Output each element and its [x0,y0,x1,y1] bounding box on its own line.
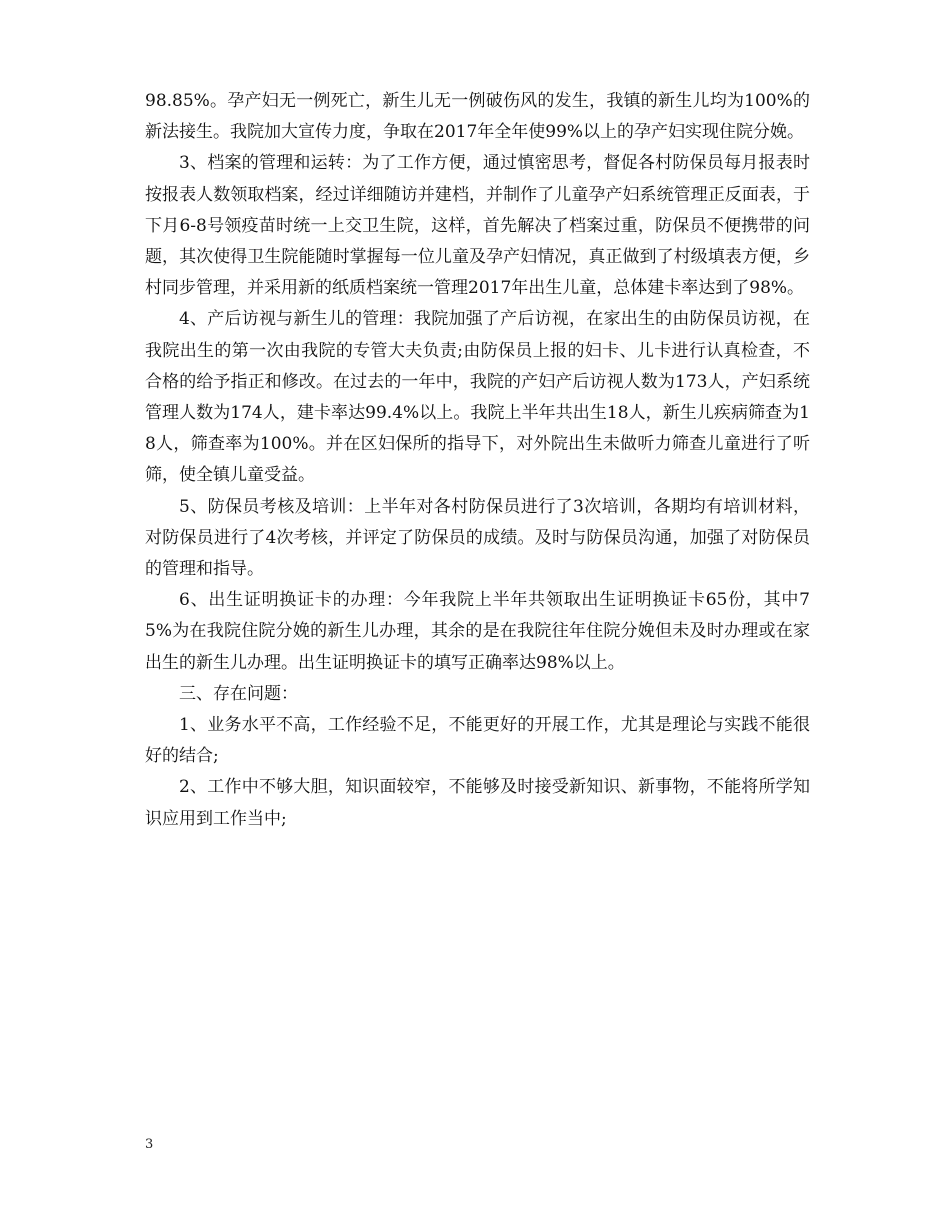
document-body [145,86,810,835]
paragraph-archive-management: 3、档案的管理和运转：为了工作方便，通过慎密思考，督促各村防保员每月报表时按报表人数领取档案，经过详细随访并建档，并制作了儿童孕产妇系统管理正反面表，于下月6-8号领疫苗时统一上交卫生院，这样，首先解决了档案过重，防保员不便携带的问题，其次使得卫生院能随时掌握每一位儿童及孕产妇情况，真正做到了村级填表方便，乡村同步管理，并采用新的纸质档案统一管理2017年出生儿童，总体建卡率达到了98%。 [145,153,810,299]
paragraph-postpartum-visits: 4、产后访视与新生儿的管理：我院加强了产后访视，在家出生的由防保员访视，在我院出生的第一次由我院的专管大夫负责;由防保员上报的妇卡、儿卡进行认真检查，不合格的给予指正和修改。在过去的一年中，我院的产妇产后访视人数为173人，产妇系统管理人数为174人，建卡率达99.4%以上。我院上半年共出生18人，新生儿疾病筛查为18人，筛查率为100%。并在区妇保所的指导下，对外院出生未做听力筛查儿童进行了听筛，使全镇儿童受益。 [145,309,810,486]
paragraph-continuation: 98.85%。孕产妇无一例死亡，新生儿无一例破伤风的发生，我镇的新生儿均为100%的新法接生。我院加大宣传力度，争取在2017年全年使99%以上的孕产妇实现住院分娩。 [145,91,810,143]
page-number: 3 [145,1137,154,1152]
paragraph-birth-certificates: 6、出生证明换证卡的办理：今年我院上半年共领取出生证明换证卡65份，其中75%为在我院住院分娩的新生儿办理，其余的是在我院往年住院分娩但未及时办理或在家出生的新生儿办理。出生证明换证卡的填写正确率达98%以上。 [145,590,810,673]
paragraph-staff-training: 5、防保员考核及培训：上半年对各村防保员进行了3次培训，各期均有培训材料，对防保员进行了4次考核，并评定了防保员的成绩。及时与防保员沟通，加强了对防保员的管理和指导。 [145,496,810,580]
paragraph-problem-2: 2、工作中不够大胆，知识面较窄，不能够及时接受新知识、新事物，不能将所学知识应用到工作当中; [145,777,810,829]
section-heading-problems: 三、存在问题： [179,683,298,704]
paragraph-problem-1: 1、业务水平不高，工作经验不足，不能更好的开展工作，尤其是理论与实践不能很好的结合; [145,715,810,767]
